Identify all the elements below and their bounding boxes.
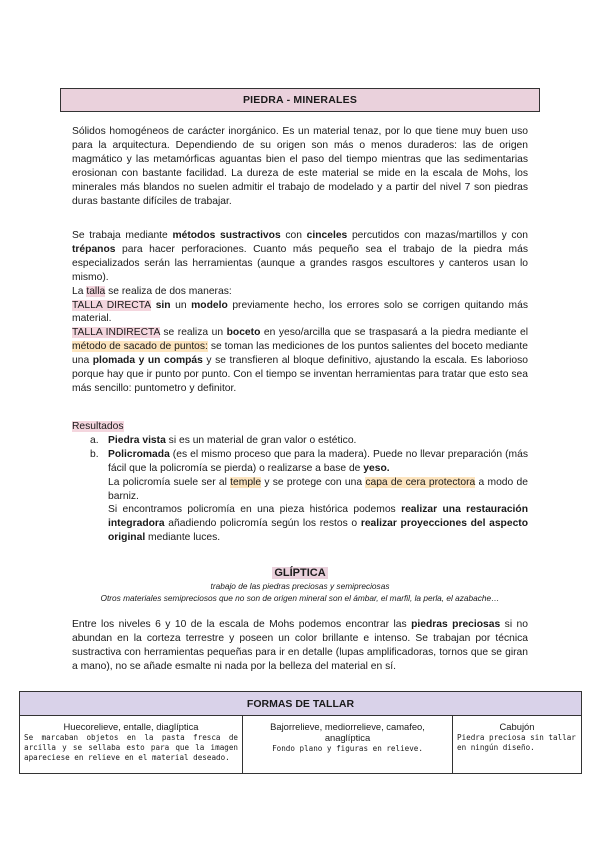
cell-title: Bajorrelieve, mediorrelieve, camafeo, anaglíptica <box>270 721 425 743</box>
gliptica-note: Otros materiales semipreciosos que no son de origen mineral son el ámbar, el marfil, la perla, el azabache… <box>100 593 500 603</box>
text-run: mediante luces. <box>145 532 221 544</box>
work-methods-text <box>72 229 528 285</box>
table-cell-huecorelieve <box>20 715 242 773</box>
results-section <box>72 420 528 545</box>
cell-title: Cabujón <box>499 721 535 732</box>
list-item <box>72 434 528 448</box>
text-run: para hacer perforaciones. Cuanto más pequeño sea el trabajo de la piedra más especializados serán las herramientas (aunque a grandes rasgos escultores y canteros usan lo mismo). <box>72 243 528 283</box>
intro-paragraph <box>72 125 528 208</box>
text-run: La <box>72 285 87 297</box>
work-paragraph <box>72 229 528 396</box>
bold-run: cinceles <box>306 230 348 241</box>
table-cell-bajorrelieve <box>242 715 452 773</box>
cell-body: Fondo plano y figuras en relieve. <box>272 744 423 753</box>
text-run: Entre los niveles 6 y 10 de la escala de Mohs podemos encontrar las <box>72 619 412 630</box>
results-heading <box>72 420 528 434</box>
highlight-metodo-puntos: método de sacado de puntos: <box>72 341 208 353</box>
highlight-talla-indirecta: TALLA INDIRECTA <box>72 327 160 339</box>
bold-run: realizar proyecciones del aspecto original <box>108 518 529 544</box>
text-run: y se transfieren al bloque definitivo, ajustando la escala. Es laborioso porque hay que ir punto por punto. Con el tiempo se inventan herramientas para tratar que esto sea más sencillo: puntometro y definitor. <box>72 355 528 394</box>
section-title-text: PIEDRA - MINERALES <box>242 94 358 106</box>
list-marker: b. <box>90 448 99 460</box>
highlight-capa-cera: capa de cera protectora <box>365 476 476 488</box>
text-run: añadiendo policromía según los restos o <box>164 518 361 530</box>
cell-body: Piedra preciosa sin tallar en ningún diseño. <box>457 733 576 752</box>
bold-run: Piedra vista <box>108 434 166 446</box>
talla-indirecta-text <box>72 326 528 396</box>
highlight-resultados: Resultados <box>72 421 124 432</box>
intro-text: Sólidos homogéneos de carácter inorgánico. Es un material tenaz, por lo que tiene muy buen uso para la arquitectura. Dependiendo de su origen son más o menos duraderos: las de origen magmático y las metamórficas aguantas bien el paso del tiempo mientras que las sedimentarias erosionan con bastante facilidad. La dureza de este material se mide en la escala de Mohs, los minerales más blandos no suelen admitir el trabajo de modelado y a partir del nivel 7 son piedras duras bastante difíciles de trabajar. <box>72 126 528 207</box>
text-run: percutidos con mazas/martillos y con <box>347 230 528 241</box>
bold-run: realizar una restauración integradora <box>108 504 528 530</box>
bold-run: trépanos <box>72 243 116 255</box>
cell-body: Se marcaban objetos en la pasta fresca de arcilla y se sellaba esto para que la imagen apareciese en relieve en el material deseado. <box>24 733 238 762</box>
highlight-temple: temple <box>230 476 262 488</box>
bold-run: sin <box>151 299 171 311</box>
text-run: en yeso/arcilla que se traspasará a la piedra mediante el <box>260 327 529 339</box>
text-run: si no abundan en la corteza terrestre y poseen un color brillante e intenso. Se trabajan por técnica sustractiva con herramientas pequeñas para ir en detalle (lupas amplificadoras, tornos que se giran a mano), no se añade esmalte ni nada por la belleza del material en sí. <box>72 619 528 672</box>
text-run: con <box>280 230 307 241</box>
gliptica-subtitle: trabajo de las piedras preciosas y semipreciosas <box>210 581 390 591</box>
bold-run: yeso. <box>363 462 390 474</box>
formas-table-header <box>19 691 582 716</box>
list-marker: a. <box>90 434 99 446</box>
text-run: Si encontramos policromía en una pieza histórica podemos <box>108 504 402 516</box>
highlight-talla: talla <box>86 285 106 297</box>
gliptica-title-text: GLÍPTICA <box>274 567 326 579</box>
list-item <box>72 448 528 545</box>
text-run: si es un material de gran valor o estético. <box>165 434 357 446</box>
text-run: se realiza de dos maneras: <box>105 285 232 297</box>
text-run: y se protege con una <box>261 476 366 488</box>
table-cell-cabujon <box>452 715 581 773</box>
text-run: La policromía suele ser al <box>108 476 231 488</box>
formas-header-text: FORMAS DE TALLAR <box>246 697 355 710</box>
bold-run: métodos sustractivos <box>172 230 281 241</box>
bold-run: Policromada <box>108 448 170 460</box>
text-run: se toman las mediciones de los puntos salientes del boceto mediante una <box>72 341 528 367</box>
text-run: a modo de barniz. <box>108 476 528 502</box>
talla-directa-text <box>72 299 528 327</box>
bold-run: modelo <box>191 299 228 311</box>
bold-run: plomada y un compás <box>92 355 203 367</box>
cell-title: Huecorelieve, entalle, diaglíptica <box>63 721 199 732</box>
talla-intro-text <box>72 285 528 299</box>
bold-run: boceto <box>226 327 261 339</box>
gliptica-title <box>0 567 600 579</box>
text-run: se realiza un <box>159 327 227 339</box>
text-run: (es el mismo proceso que para la madera). Puede no llevar preparación (más fácil que la policromía se pierda) o realizarse a base de <box>108 448 528 474</box>
text-run: Se trabaja mediante <box>72 230 173 241</box>
section-title-piedra <box>60 88 540 112</box>
highlight-talla-directa: TALLA DIRECTA <box>72 299 152 311</box>
bold-run: piedras preciosas <box>411 619 501 630</box>
gliptica-paragraph <box>72 618 528 674</box>
text-run: un <box>170 299 192 311</box>
formas-table-row <box>19 715 582 774</box>
text-run: previamente hecho, los errores solo se corrigen quitando más material. <box>72 299 529 325</box>
